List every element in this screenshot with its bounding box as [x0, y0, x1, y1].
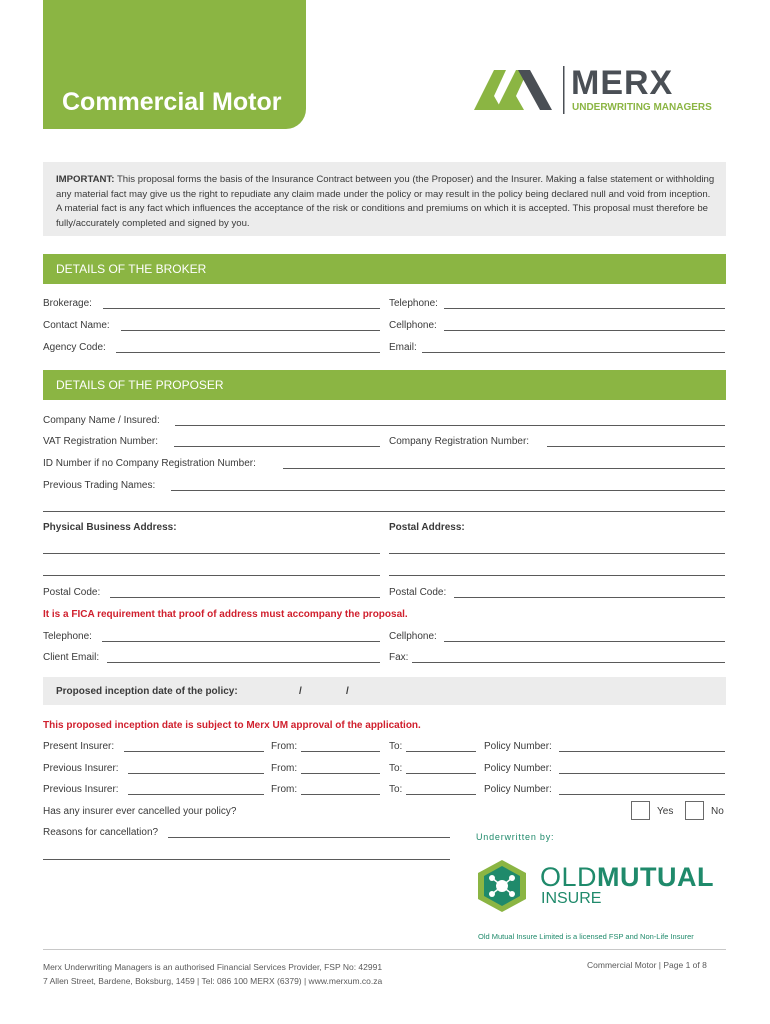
previous-1-policy-number-field[interactable]	[559, 773, 725, 774]
previous-trading-field-2[interactable]	[43, 511, 725, 512]
postal-postal-code-field[interactable]	[454, 597, 725, 598]
page-title: Commercial Motor	[62, 88, 282, 116]
present-from-field[interactable]	[301, 751, 380, 752]
proposer-telephone-field[interactable]	[102, 641, 380, 642]
old-mutual-emblem	[474, 858, 530, 914]
present-from-label: From:	[271, 741, 298, 752]
vat-label: VAT Registration Number:	[43, 436, 159, 447]
broker-email-label: Email:	[389, 342, 417, 353]
reasons-field[interactable]	[168, 837, 450, 838]
postal-address-label: Postal Address:	[389, 522, 465, 533]
physical-address-label: Physical Business Address:	[43, 522, 177, 533]
cancelled-no-checkbox[interactable]	[685, 801, 704, 820]
merx-logo-tagline: UNDERWRITING MANAGERS	[572, 102, 712, 113]
reasons-label: Reasons for cancellation?	[43, 827, 159, 838]
cancelled-yes-checkbox[interactable]	[631, 801, 650, 820]
section-proposer-header	[43, 370, 726, 400]
old-mutual-wordmark-mutual: MUTUAL	[597, 862, 715, 892]
company-reg-label: Company Registration Number:	[389, 436, 530, 447]
physical-address-line-2[interactable]	[43, 575, 380, 576]
broker-email-field[interactable]	[422, 352, 725, 353]
merx-logo	[474, 62, 730, 118]
merx-logo-mark-dark	[518, 70, 552, 110]
old-mutual-wordmark-insure: INSURE	[541, 890, 602, 907]
previous-1-to-label: To:	[389, 763, 403, 774]
important-notice	[43, 162, 726, 236]
previous-insurer-1-field[interactable]	[128, 773, 264, 774]
footer-divider	[43, 949, 726, 950]
broker-telephone-field[interactable]	[444, 308, 725, 309]
present-to-field[interactable]	[406, 751, 476, 752]
contact-name-field[interactable]	[121, 330, 380, 331]
previous-2-from-label: From:	[271, 784, 298, 795]
previous-2-to-field[interactable]	[406, 794, 476, 795]
proposer-telephone-label: Telephone:	[43, 631, 92, 642]
contact-name-label: Contact Name:	[43, 320, 110, 331]
footer-line-2: 7 Allen Street, Bardene, Boksburg, 1459 | Tel: 086 100 MERX (6379) | www.merxum.co.za	[43, 976, 383, 986]
previous-trading-field[interactable]	[171, 490, 725, 491]
client-email-field[interactable]	[107, 662, 380, 663]
old-mutual-wordmark-old: OLD	[540, 862, 598, 892]
id-number-field[interactable]	[283, 468, 725, 469]
previous-insurer-1-label: Previous Insurer:	[43, 763, 119, 774]
old-mutual-wordmark	[540, 862, 714, 893]
inception-date-label: Proposed inception date of the policy:	[56, 686, 238, 697]
physical-postal-code-field[interactable]	[110, 597, 380, 598]
postal-address-line-1[interactable]	[389, 553, 725, 554]
fica-note: It is a FICA requirement that proof of address must accompany the proposal.	[43, 609, 408, 620]
brokerage-field[interactable]	[103, 308, 380, 309]
previous-1-from-field[interactable]	[301, 773, 380, 774]
present-to-label: To:	[389, 741, 403, 752]
fax-field[interactable]	[412, 662, 725, 663]
broker-cellphone-label: Cellphone:	[389, 320, 437, 331]
section-broker-header	[43, 254, 726, 284]
broker-cellphone-field[interactable]	[444, 330, 725, 331]
fax-label: Fax:	[389, 652, 409, 663]
present-insurer-label: Present Insurer:	[43, 741, 115, 752]
inception-date-separator-1: /	[299, 686, 302, 697]
id-number-label: ID Number if no Company Registration Number:	[43, 458, 256, 469]
underwritten-by-label: Underwritten by:	[476, 832, 555, 842]
previous-1-policy-number-label: Policy Number:	[484, 763, 552, 774]
previous-2-to-label: To:	[389, 784, 403, 795]
reasons-field-2[interactable]	[43, 859, 450, 860]
vat-field[interactable]	[174, 446, 380, 447]
proposer-cellphone-field[interactable]	[444, 641, 725, 642]
important-text: This proposal forms the basis of the Insurance Contract between you (the Proposer) and the Insurer. Making a false statement or withholding any material fact may give us the right to repudiate any claim made under the policy or may result in the policy being declared null and void from inception. A material fact is any fact which influences the acceptance of the risk or conditions and premiums on which it is accepted. This proposal must therefore be fully/accurately completed and signed by you.	[56, 174, 715, 229]
old-mutual-licence-note: Old Mutual Insure Limited is a licensed FSP and Non-Life Insurer	[478, 932, 694, 941]
postal-address-line-2[interactable]	[389, 575, 725, 576]
cancelled-question: Has any insurer ever cancelled your policy?	[43, 806, 237, 817]
present-policy-number-field[interactable]	[559, 751, 725, 752]
previous-1-from-label: From:	[271, 763, 298, 774]
inception-note: This proposed inception date is subject to Merx UM approval of the application.	[43, 720, 421, 731]
postal-postal-code-label: Postal Code:	[389, 587, 447, 598]
broker-telephone-label: Telephone:	[389, 298, 438, 309]
previous-insurer-2-field[interactable]	[128, 794, 264, 795]
agency-code-label: Agency Code:	[43, 342, 106, 353]
present-insurer-field[interactable]	[124, 751, 264, 752]
merx-logo-name: MERX	[571, 64, 674, 102]
cancelled-no-label: No	[711, 806, 724, 817]
previous-1-to-field[interactable]	[406, 773, 476, 774]
footer-page-number: Commercial Motor | Page 1 of 8	[587, 960, 707, 970]
inception-date-separator-2: /	[346, 686, 349, 697]
brokerage-label: Brokerage:	[43, 298, 92, 309]
previous-2-from-field[interactable]	[301, 794, 380, 795]
previous-insurer-2-label: Previous Insurer:	[43, 784, 119, 795]
section-broker-title: DETAILS OF THE BROKER	[56, 262, 207, 276]
footer-line-1: Merx Underwriting Managers is an authorised Financial Services Provider, FSP No: 42991	[43, 962, 383, 972]
cancelled-yes-label: Yes	[657, 806, 674, 817]
present-policy-number-label: Policy Number:	[484, 741, 552, 752]
agency-code-field[interactable]	[116, 352, 380, 353]
physical-postal-code-label: Postal Code:	[43, 587, 101, 598]
important-label: IMPORTANT:	[56, 174, 115, 185]
proposer-cellphone-label: Cellphone:	[389, 631, 437, 642]
previous-trading-label: Previous Trading Names:	[43, 480, 156, 491]
physical-address-line-1[interactable]	[43, 553, 380, 554]
company-name-label: Company Name / Insured:	[43, 415, 160, 426]
previous-2-policy-number-label: Policy Number:	[484, 784, 552, 795]
client-email-label: Client Email:	[43, 652, 100, 663]
section-proposer-title: DETAILS OF THE PROPOSER	[56, 378, 224, 392]
company-reg-field[interactable]	[547, 446, 725, 447]
company-name-field[interactable]	[175, 425, 725, 426]
previous-2-policy-number-field[interactable]	[559, 794, 725, 795]
